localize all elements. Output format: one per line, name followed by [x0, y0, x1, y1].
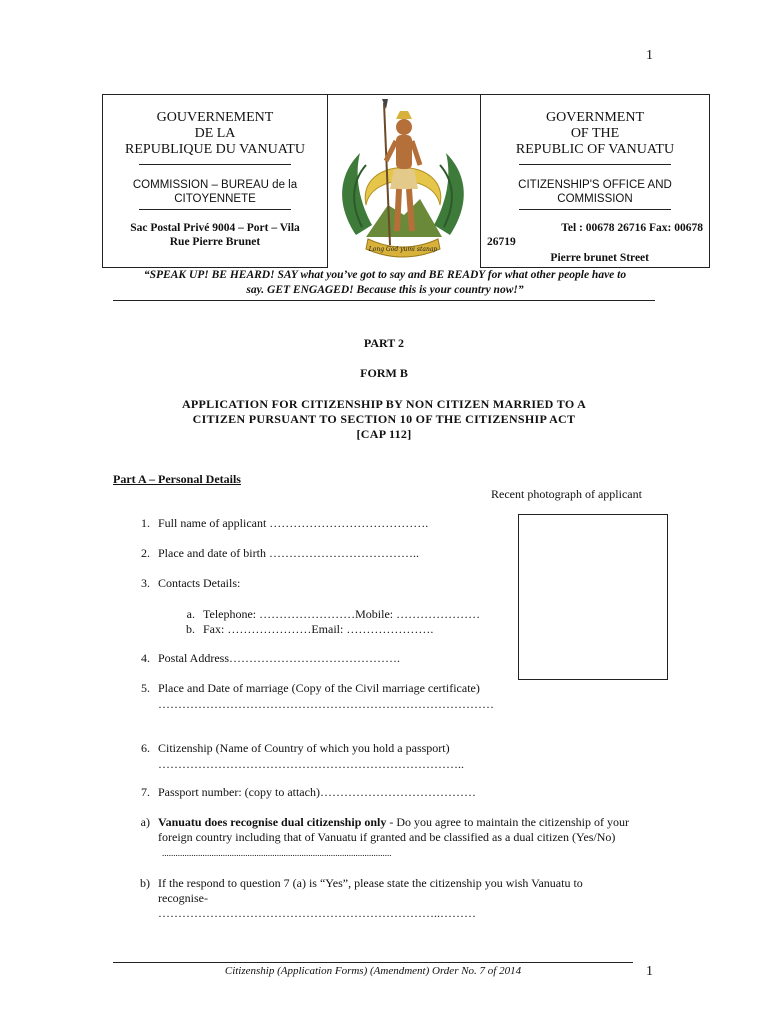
slogan [100, 268, 670, 298]
item-number: 5. [141, 681, 150, 695]
gov-title-en-3: REPUBLIC OF VANUATU [515, 142, 675, 157]
part-heading: PART 2 [363, 336, 405, 350]
item-dots: ………………………………………………………………………… [158, 697, 494, 711]
item-text: Place and date of birth ……………………………….. [158, 546, 419, 560]
item-text: If the respond to question 7 (a) is “Yes”, please state the citizenship you wish Vanuatu to [158, 876, 583, 890]
footer-rule [113, 962, 633, 963]
form-title-line-3: [CAP 112] [356, 427, 412, 441]
header-left-box [102, 94, 328, 268]
gov-title-en-2: OF THE [570, 126, 620, 141]
page-number-bottom: 1 [646, 964, 653, 979]
office-fr-1: COMMISSION – BUREAU de la [132, 179, 298, 191]
item-text: Passport number: (copy to attach)………………………………… [158, 785, 476, 799]
gov-title-fr-3: REPUBLIQUE DU VANUATU [125, 142, 305, 157]
form-title [150, 397, 618, 442]
crest-area [326, 94, 480, 267]
item-dots: ...................................................................................................... [162, 848, 392, 858]
item-text: Contacts Details: [158, 576, 241, 590]
page-number-top: 1 [646, 48, 653, 63]
item-text: Fax: …………………Email: …………………. [203, 622, 434, 636]
photo-label: Recent photograph of applicant [491, 487, 642, 501]
contact-line-3: Pierre brunet Street [550, 252, 649, 264]
slogan-underline [113, 300, 655, 301]
item-letter: a. [186, 607, 195, 621]
item-letter: b) [140, 876, 150, 890]
dual-citizenship-line2: foreign country including that of Vanuatu if granted and be classified as a dual citizen (Yes/No) [158, 830, 616, 844]
item-dots: ……………………………………………………………..……… [158, 906, 476, 920]
office-en-2: COMMISSION [557, 193, 633, 205]
dual-citizenship-text: - Do you agree to maintain the citizenship of your [386, 815, 629, 829]
recognise-line2: recognise- [158, 891, 208, 905]
item-letter: a) [140, 815, 150, 829]
item-number: 6. [141, 741, 150, 755]
item-text: Full name of applicant …………………………………. [158, 516, 429, 530]
gov-title-en-1: GOVERNMENT [546, 110, 644, 125]
gov-title-fr-2: DE LA [194, 126, 236, 141]
address-fr-2: Rue Pierre Brunet [169, 236, 261, 248]
dual-citizenship-bold: Vanuatu does recognise dual citizenship only [158, 815, 387, 829]
item-number: 1. [141, 516, 150, 530]
contact-line-1: Tel : 00678 26716 Fax: 00678 [561, 222, 703, 234]
photo-box[interactable] [518, 514, 668, 680]
slogan-line-1: “SPEAK UP! BE HEARD! SAY what you’ve got to say and BE READY for what other people have to [143, 269, 627, 281]
form-title-line-2: CITIZEN PURSUANT TO SECTION 10 OF THE CITIZENSHIP ACT [192, 412, 576, 426]
item-number: 4. [141, 651, 150, 665]
office-en-1: CITIZENSHIP'S OFFICE AND [518, 179, 672, 191]
crest-motto: Long God yumi stanap [368, 246, 438, 253]
form-title-line-1: APPLICATION FOR CITIZENSHIP BY NON CITIZEN MARRIED TO A [181, 397, 587, 411]
vanuatu-coat-of-arms-icon [326, 95, 480, 265]
header-right-box [480, 94, 710, 268]
item-number: 3. [141, 576, 150, 590]
form-heading: FORM B [360, 366, 408, 380]
divider [139, 209, 291, 210]
address-fr-1: Sac Postal Privé 9004 – Port – Vila [130, 222, 300, 234]
item-number: 7. [141, 785, 150, 799]
divider [519, 164, 671, 165]
item-text: Telephone: ……………………Mobile: ………………… [203, 607, 481, 621]
divider [139, 164, 291, 165]
item-dots: ………………………………………………………………….. [158, 757, 464, 771]
item-text: Postal Address……………………………………. [158, 651, 401, 665]
item-letter: b. [186, 622, 195, 636]
footer-citation: Citizenship (Application Forms) (Amendment) Order No. 7 of 2014 [224, 965, 522, 977]
item-number: 2. [141, 546, 150, 560]
divider [519, 209, 671, 210]
item-text: Place and Date of marriage (Copy of the Civil marriage certificate) [158, 681, 480, 695]
section-title: Part A – Personal Details [113, 472, 241, 486]
contact-line-2: 26719 [487, 236, 516, 248]
gov-title-fr-1: GOUVERNEMENT [156, 110, 274, 125]
office-fr-2: CITOYENNETE [174, 193, 256, 205]
slogan-line-2: say. GET ENGAGED! Because this is your country now!” [246, 284, 524, 296]
item-text: Citizenship (Name of Country of which you hold a passport) [158, 741, 450, 755]
